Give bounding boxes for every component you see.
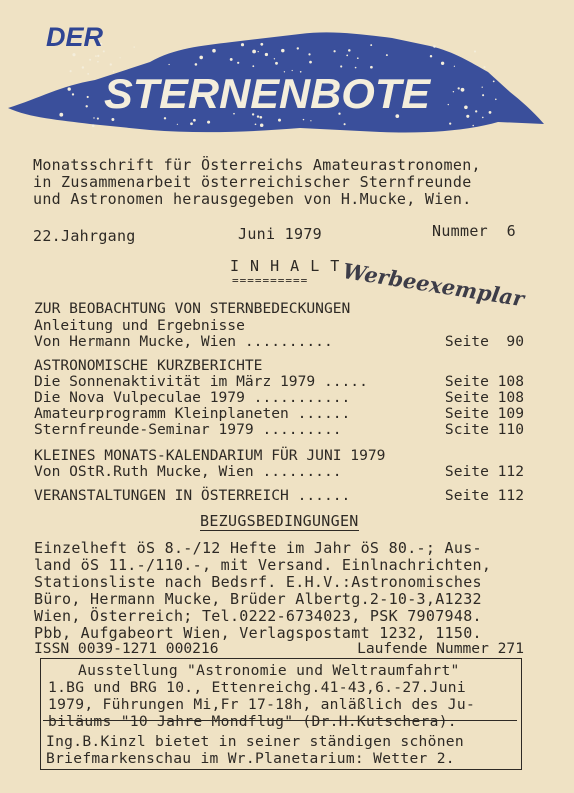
toc-entry-title: Sternfreunde-Seminar 1979 ......... bbox=[34, 421, 342, 438]
star bbox=[370, 44, 372, 46]
star bbox=[110, 63, 112, 65]
star bbox=[489, 111, 492, 114]
serial-number: Laufende Nummer 271 bbox=[357, 640, 524, 657]
issue-number: Nummer 6 bbox=[432, 222, 516, 240]
star bbox=[258, 51, 259, 52]
star bbox=[309, 61, 312, 64]
star bbox=[274, 58, 275, 59]
issn-row bbox=[34, 640, 524, 657]
issue-month: Juni 1979 bbox=[238, 225, 322, 243]
star bbox=[466, 115, 469, 118]
star bbox=[386, 54, 388, 56]
terms-line: Büro, Hermann Mucke, Brüder Albertg.2-10-3,A1232 bbox=[34, 590, 482, 608]
star bbox=[441, 62, 444, 65]
star bbox=[482, 94, 484, 96]
issn: ISSN 0039-1271 000216 bbox=[34, 640, 219, 657]
star bbox=[177, 124, 178, 125]
specimen-stamp: Werbeexemplar bbox=[341, 258, 526, 312]
contents-heading: I N H A L T bbox=[230, 257, 341, 275]
star bbox=[72, 93, 74, 95]
exhibition-line: 1.BG und BRG 10., Ettenreichg.41-43,6.-27.Juni bbox=[48, 679, 466, 696]
star bbox=[193, 119, 196, 122]
star bbox=[281, 49, 284, 52]
terms-line: Einzelheft öS 8.-/12 Hefte im Jahr öS 80.-; Aus- bbox=[34, 539, 482, 557]
star bbox=[482, 117, 484, 119]
star bbox=[97, 55, 99, 57]
toc-entry-title: VERANSTALTUNGEN IN ÖSTERREICH ...... bbox=[34, 487, 351, 504]
toc-entry-page: Seite 108 bbox=[444, 373, 524, 390]
star bbox=[475, 110, 477, 112]
star bbox=[493, 81, 495, 83]
exhibition-line: Ausstellung "Astronomie und Weltraumfahrt" bbox=[78, 662, 460, 679]
star bbox=[120, 57, 121, 58]
star bbox=[195, 63, 198, 66]
toc-entry-title: Anleitung und Ergebnisse bbox=[34, 317, 245, 334]
toc-entry-title: ZUR BEOBACHTUNG VON STERNBEDECKUNGEN bbox=[34, 300, 351, 317]
star bbox=[430, 55, 432, 57]
toc-entry-page: Seite 112 bbox=[444, 463, 524, 480]
toc-entry bbox=[34, 421, 524, 438]
star bbox=[348, 49, 351, 52]
star bbox=[310, 120, 311, 121]
star bbox=[433, 45, 436, 48]
star bbox=[346, 55, 348, 57]
star bbox=[207, 121, 210, 124]
toc-entry bbox=[34, 333, 524, 350]
toc-entry bbox=[34, 447, 524, 464]
star bbox=[87, 73, 89, 75]
star bbox=[260, 123, 264, 127]
star bbox=[95, 55, 97, 57]
star bbox=[199, 56, 203, 60]
toc-entry bbox=[34, 317, 524, 334]
star bbox=[483, 66, 485, 68]
star bbox=[454, 66, 455, 67]
toc-entry-page: Seite 90 bbox=[444, 333, 524, 350]
terms-line: land öS 11.-/110.-, mit Versand. Einlnachrichten, bbox=[34, 556, 492, 574]
star bbox=[230, 58, 233, 61]
star bbox=[474, 50, 476, 52]
star bbox=[82, 66, 84, 68]
exhibition-line: 1979, Führungen Mi,Fr 17-18h, anläßlich des Ju- bbox=[48, 696, 476, 713]
terms-line: Wien, Österreich; Tel.0222-6734023, PSK 7907948. bbox=[34, 607, 482, 625]
toc-entry-page: Seite 112 bbox=[444, 487, 524, 504]
star bbox=[464, 106, 468, 110]
star bbox=[448, 104, 449, 105]
star bbox=[370, 66, 373, 69]
star bbox=[241, 43, 244, 46]
star bbox=[333, 50, 335, 52]
star bbox=[357, 57, 359, 59]
star bbox=[72, 53, 75, 56]
terms-line: Pbb, Aufgabeort Wien, Verlagspostamt 1232, 1150. bbox=[34, 624, 482, 642]
intro-line: in Zusammenarbeit österreichischer Sternfreunde bbox=[33, 173, 472, 191]
star bbox=[97, 61, 99, 63]
terms-line: Stationsliste nach Bedsrf. E.H.V.:Astronomisches bbox=[34, 573, 482, 591]
star bbox=[344, 123, 346, 125]
toc-entry-title: KLEINES MONATS-KALENDARIUM FÜR JUNI 1979 bbox=[34, 447, 386, 464]
star bbox=[133, 46, 134, 47]
toc-entry-page: Seite 108 bbox=[444, 389, 524, 406]
toc-entry-page: Scite 110 bbox=[444, 421, 524, 438]
toc-entry bbox=[34, 487, 524, 504]
toc-entry-title: Von Hermann Mucke, Wien .......... bbox=[34, 333, 333, 350]
toc-entry-title: ASTRONOMISCHE KURZBERICHTE bbox=[34, 357, 263, 374]
star bbox=[461, 88, 465, 92]
star bbox=[482, 87, 483, 88]
toc-entry-title: Die Sonnenaktivität im März 1979 ..... bbox=[34, 373, 368, 390]
star bbox=[449, 123, 451, 125]
star bbox=[87, 96, 89, 98]
star bbox=[260, 43, 263, 46]
star bbox=[86, 105, 88, 107]
intro-line: Monatsschrift für Österreichs Amateurastronomen, bbox=[33, 156, 481, 174]
star bbox=[97, 118, 99, 120]
toc-entry bbox=[34, 300, 524, 317]
star bbox=[340, 65, 342, 67]
toc-entry-title: Amateurprogramm Kleinplaneten ...... bbox=[34, 405, 351, 422]
star bbox=[92, 124, 95, 127]
toc-entry bbox=[34, 405, 524, 422]
star bbox=[111, 118, 114, 121]
toc-entry-title: Von OStR.Ruth Mucke, Wien ......... bbox=[34, 463, 342, 480]
terms-heading: BEZUGSBEDINGUNGEN bbox=[200, 512, 359, 530]
star bbox=[237, 62, 239, 64]
star bbox=[89, 59, 91, 61]
star bbox=[355, 67, 357, 69]
issue-year: 22.Jahrgang bbox=[33, 227, 136, 245]
star bbox=[168, 64, 169, 65]
star bbox=[70, 70, 72, 72]
toc-entry-page: Seite 109 bbox=[444, 405, 524, 422]
toc-entry bbox=[34, 463, 524, 480]
masthead-title: STERNENBOTE bbox=[104, 70, 433, 117]
masthead-banner bbox=[0, 0, 574, 150]
star bbox=[453, 91, 454, 92]
star bbox=[190, 122, 193, 125]
star bbox=[275, 62, 278, 65]
star bbox=[495, 99, 497, 101]
star bbox=[59, 113, 63, 117]
star bbox=[164, 117, 166, 119]
intro-line: und Astronomen herausgegeben von H.Mucke, Wien. bbox=[33, 190, 472, 208]
masthead-der: DER bbox=[46, 22, 104, 52]
toc-entry bbox=[34, 373, 524, 390]
star bbox=[278, 119, 281, 122]
toc-entry bbox=[34, 389, 524, 406]
star bbox=[472, 125, 474, 127]
stamps-line: Ing.B.Kinzl bietet in seiner ständigen schönen bbox=[46, 733, 464, 750]
star bbox=[212, 49, 216, 53]
star bbox=[103, 50, 105, 52]
star bbox=[252, 65, 254, 67]
star bbox=[303, 119, 304, 120]
star bbox=[93, 117, 94, 118]
star bbox=[297, 47, 299, 49]
exhibition-line: biläums "10 Jahre Mondflug" (Dr.H.Kutschera). bbox=[48, 713, 457, 730]
star bbox=[255, 123, 257, 125]
toc-entry bbox=[34, 357, 524, 374]
contents-rule: ========== bbox=[232, 274, 309, 287]
star bbox=[68, 87, 71, 90]
toc-entry-title: Die Nova Vulpeculae 1979 ........... bbox=[34, 389, 351, 406]
star bbox=[252, 50, 256, 54]
star bbox=[265, 53, 268, 56]
stamps-line: Briefmarkenschau im Wr.Planetarium: Wetter 2. bbox=[46, 750, 455, 767]
star bbox=[458, 87, 460, 89]
star bbox=[308, 53, 310, 55]
